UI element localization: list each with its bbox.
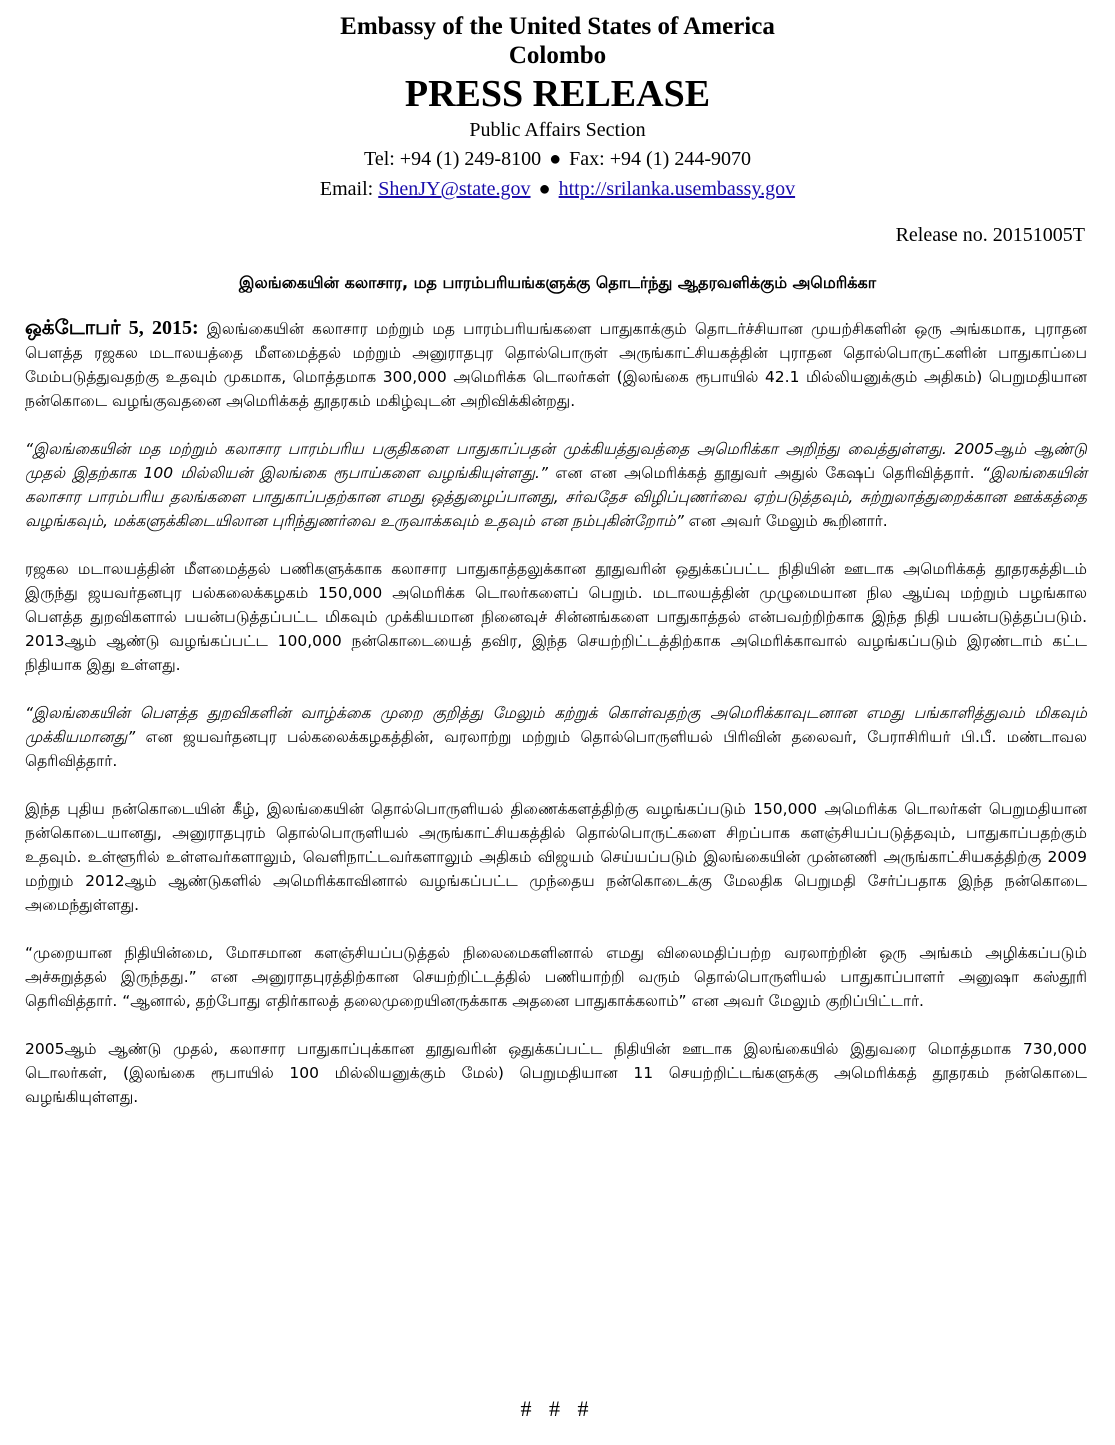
telephone: Tel: +94 (1) 249-8100 bbox=[364, 148, 542, 170]
paragraph-4-attribution: என ஜயவர்தனபுர பல்கலைக்கழகத்தின், வரலாற்று மற்றும் தொல்பொருளியல் பிரிவின் தலைவர், பேராசிரியர் பி.பீ. மண்டாவல தெரிவித்தார். bbox=[25, 728, 1087, 770]
embassy-city: Colombo bbox=[508, 42, 607, 69]
email-web-line bbox=[0, 174, 1115, 204]
dateline: ஒக்டோபர் 5, 2015: bbox=[25, 317, 199, 339]
website-link[interactable]: http://srilanka.usembassy.gov bbox=[558, 178, 796, 200]
embassy-name: Embassy of the United States of America bbox=[340, 13, 775, 40]
email-link[interactable]: ShenJY@state.gov bbox=[378, 178, 531, 200]
article-body bbox=[25, 316, 1087, 1133]
bullet-separator: ● bbox=[538, 178, 551, 200]
ambassador-quote-2: “இலங்கையின் கலாசார பாரம்பரிய தலங்களை பாதுகாப்பதற்கான எமது ஒத்துழைப்பானது, சர்வதேச விழிப்புணர்வை ஏற்படுத்தவும், சுற்றுலாத்துறைக்கான ஊக்கத்தை வழங்கவும், மக்களுக்கிடையிலான புரிந்துணர்வை உருவாக்கவும் உதவும் என நம்புகின்றோம்” bbox=[25, 464, 1087, 530]
fax: Fax: +94 (1) 244-9070 bbox=[569, 148, 751, 170]
paragraph-4 bbox=[25, 701, 1087, 773]
headline: இலங்கையின் கலாசார, மத பாரம்பரியங்களுக்கு தொடர்ந்து ஆதரவளிக்கும் அமெரிக்கா bbox=[238, 273, 877, 292]
section-name: Public Affairs Section bbox=[469, 119, 646, 141]
release-number: Release no. 20151005T bbox=[895, 224, 1085, 246]
bullet-separator: ● bbox=[549, 148, 562, 170]
paragraph-2-end: என அவர் மேலும் கூறினார். bbox=[683, 512, 888, 530]
professor-quote: “இலங்கையின் பௌத்த துறவிகளின் வாழ்க்கை முறை குறித்து மேலும் கற்றுக் கொள்வதற்கு அமெரிக்காவுடனான எமது பங்காளித்துவம் மிகவும் முக்கியமானது” bbox=[25, 704, 1087, 746]
paragraph-1-text: இலங்கையின் கலாசார மற்றும் மத பாரம்பரியங்களை பாதுகாக்கும் தொடர்ச்சியான முயற்சிகளின் ஒரு அங்கமாக, புராதன பௌத்த ரஜகல மடாலயத்தை மீளமைத்தல் மற்றும் அனுராதபுர தொல்பொருள் அருங்காட்சியகத்தின் புராதன தொல்பொருட்களின் பாதுகாப்பை மேம்படுத்துவதற்கு உதவும் முகமாக, மொத்தமாக 300,000 அமெரிக்க டொலர்கள் (இலங்கை ரூபாயில் 42.1 மில்லியனுக்கும் அதிகம்) பெறுமதியான நன்கொடை வழங்குவதனை அமெரிக்கத் தூதரகம் மகிழ்வுடன் அறிவிக்கின்றது. bbox=[25, 320, 1088, 410]
paragraph-2-attribution: என என அமெரிக்கத் தூதுவர் அதுல் கேஷப் தெரிவித்தார். bbox=[547, 464, 982, 482]
paragraph-6: “முறையான நிதியின்மை, மோசமான களஞ்சியப்படுத்தல் நிலைமைகளினால் எமது விலைமதிப்பற்ற வரலாற்றின் ஒரு அங்கம் அழிக்கப்படும் அச்சுறுத்தல் இருந்தது.” என அனுராதபுரத்திற்கான செயற்றிட்டத்தில் பணியாற்றி வரும் தொல்பொருளியல் பாதுகாப்பாளர் அனுஷா கஸ்தூரி தெரிவித்தார். “ஆனால், தற்போது எதிர்காலத் தலைமுறையினருக்காக அதனை பாதுகாக்கலாம்” என அவர் மேலும் குறிப்பிட்டார். bbox=[25, 944, 1087, 1010]
paragraph-2 bbox=[25, 437, 1087, 533]
paragraph-3: ரஜகல மடாலயத்தின் மீளமைத்தல் பணிகளுக்காக கலாசார பாதுகாத்தலுக்கான தூதுவரின் ஒதுக்கப்பட்ட நிதியின் ஊடாக அமெரிக்கத் தூதரகத்திடம் இருந்து ஜயவர்தனபுர பல்கலைக்கழகம் 150,000 அமெரிக்க டொலர்களைப் பெறும். மடாலயத்தின் முழுமையான நில ஆய்வு மற்றும் பழங்கால பௌத்த துறவிகளால் பயன்படுத்தப்பட்ட மிகவும் முக்கியமான நினைவுச் சின்னங்களை பாதுகாத்தல் என்பவற்றிற்காக இந்த நிதி பயன்படுத்தப்படும். 2013ஆம் ஆண்டு வழங்கப்பட்ட 100,000 நன்கொடையைத் தவிர, இந்த செயற்றிட்டத்திற்காக அமெரிக்காவால் வழங்கப்படும் இரண்டாம் கட்ட நிதியாக இது உள்ளது. bbox=[25, 560, 1087, 674]
letterhead bbox=[0, 12, 1115, 204]
email-label: Email: bbox=[319, 178, 374, 200]
document-type: PRESS RELEASE bbox=[404, 73, 711, 115]
paragraph-5: இந்த புதிய நன்கொடையின் கீழ், இலங்கையின் தொல்பொருளியல் திணைக்களத்திற்கு வழங்கப்படும் 150,000 அமெரிக்க டொலர்கள் பெறுமதியான நன்கொடையானது, அனுராதபுரம் தொல்பொருளியல் அருங்காட்சியகத்தில் தொல்பொருட்களை சிறப்பாக களஞ்சியப்படுத்தவும், பாதுகாப்பதற்கும் உதவும். உள்ளூரில் உள்ளவர்களாலும், வெளிநாட்டவர்களாலும் அதிகம் விஜயம் செய்யப்படும் இலங்கையின் முன்னணி அருங்காட்சியகத்திற்கு 2009 மற்றும் 2012ஆம் ஆண்டுகளில் அமெரிக்காவினால் வழங்கப்பட்ட முந்தைய நன்கொடைக்கு மேலதிக பெறுமதி சேர்ப்பதாக இந்த நன்கொடை அமைந்துள்ளது. bbox=[25, 800, 1087, 914]
ambassador-quote-1: “இலங்கையின் மத மற்றும் கலாசார பாரம்பரிய பகுதிகளை பாதுகாப்பதன் முக்கியத்துவத்தை அமெரிக்கா அறிந்து வைத்துள்ளது. 2005ஆம் ஆண்டு முதல் இதற்காக 100 மில்லியன் இலங்கை ரூபாய்களை வழங்கியுள்ளது.” bbox=[25, 440, 1087, 482]
end-mark: # # # bbox=[520, 1396, 595, 1421]
paragraph-7: 2005ஆம் ஆண்டு முதல், கலாசார பாதுகாப்புக்கான தூதுவரின் ஒதுக்கப்பட்ட நிதியின் ஊடாக இலங்கையில் இதுவரை மொத்தமாக 730,000 டொலர்கள், (இலங்கை ரூபாயில் 100 மில்லியனுக்கும் மேல்) பெறுமதியான 11 செயற்றிட்டங்களுக்கு அமெரிக்கத் தூதரகம் நன்கொடை வழங்கியுள்ளது. bbox=[25, 1040, 1087, 1106]
phone-fax-line bbox=[0, 144, 1115, 174]
paragraph-1 bbox=[25, 316, 1087, 413]
